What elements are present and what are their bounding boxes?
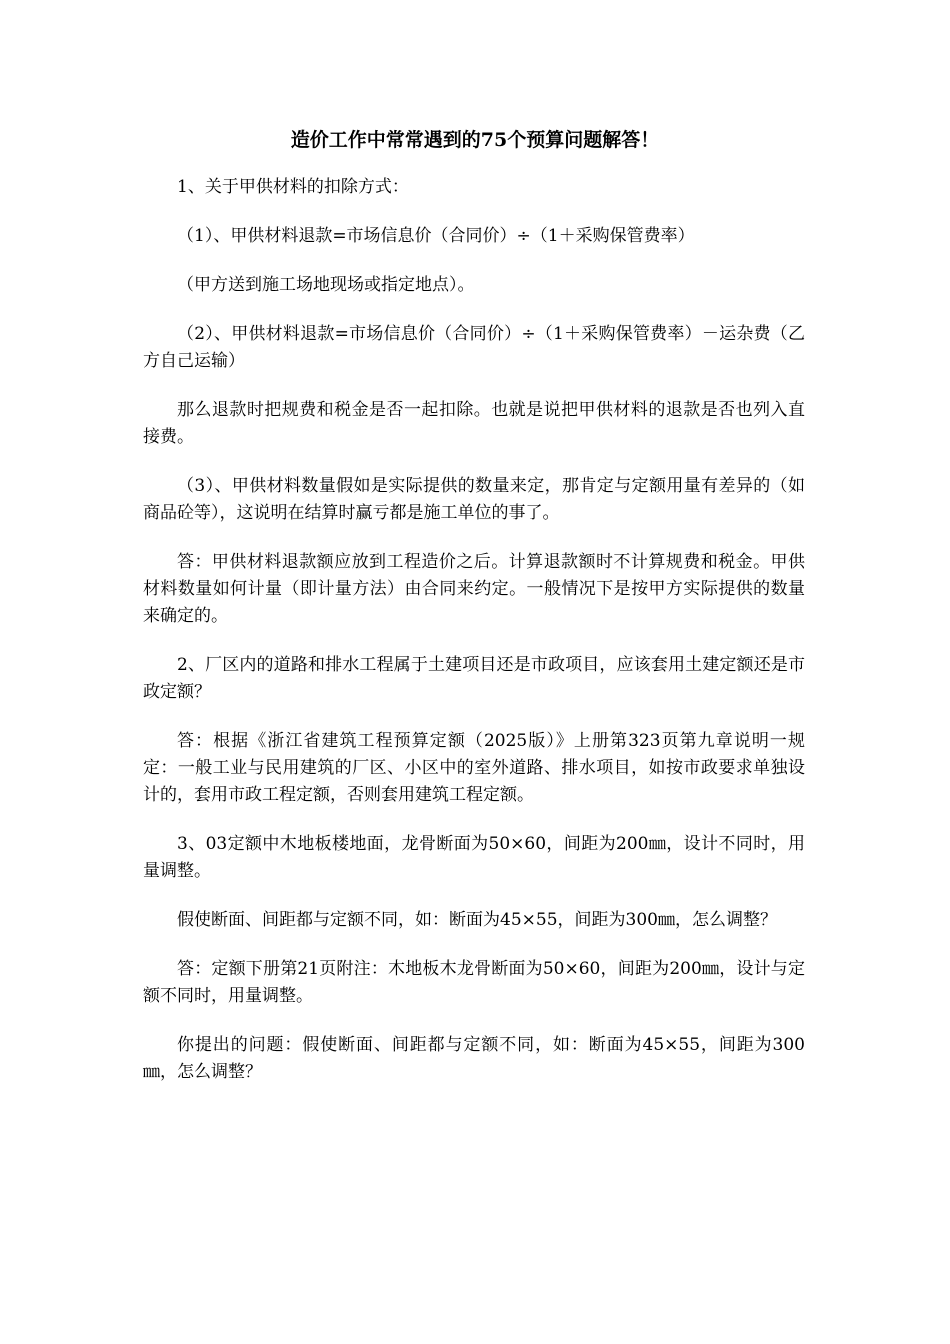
paragraph-q3-question: 3、03定额中木地板楼地面，龙骨断面为50×60，间距为200㎜，设计不同时，用量调整。 bbox=[143, 834, 805, 881]
paragraph-q1-item-3: （3）、甲供材料数量假如是实际提供的数量来定，那肯定与定额用量有差异的（如商品砼等），这说明在结算时赢亏都是施工单位的事了。 bbox=[143, 476, 805, 523]
paragraph-q2-question: 2、厂区内的道路和排水工程属于土建项目还是市政项目，应该套用土建定额还是市政定额？ bbox=[143, 655, 805, 702]
document-title: 造价工作中常常遇到的75个预算问题解答！ bbox=[290, 129, 660, 151]
paragraph-q3-restated: 你提出的问题：假使断面、间距都与定额不同，如：断面为45×55，间距为300㎜，怎么调整？ bbox=[143, 1035, 805, 1082]
paragraph-q1-formula-2: （2）、甲供材料退款=市场信息价（合同价）÷（1＋采购保管费率）－运杂费（乙方自己运输） bbox=[143, 324, 805, 371]
paragraph-q2-answer: 答：根据《浙江省建筑工程预算定额（2025版）》上册第323页第九章说明一规定：一般工业与民用建筑的厂区、小区中的室外道路、排水项目，如按市政要求单独设计的，套用市政工程定额，否则套用建筑工程定额。 bbox=[143, 731, 805, 805]
paragraph-q1-formula-1: （1）、甲供材料退款=市场信息价（合同价）÷（1＋采购保管费率） bbox=[177, 226, 695, 246]
paragraph-q1-question: 那么退款时把规费和税金是否一起扣除。也就是说把甲供材料的退款是否也列入直接费。 bbox=[143, 400, 805, 447]
paragraph-q1-answer: 答：甲供材料退款额应放到工程造价之后。计算退款额时不计算规费和税金。甲供材料数量如何计量（即计量方法）由合同来约定。一般情况下是按甲方实际提供的数量来确定的。 bbox=[143, 552, 805, 626]
paragraph-q3-answer: 答：定额下册第21页附注：木地板木龙骨断面为50×60，间距为200㎜，设计与定额不同时，用量调整。 bbox=[143, 959, 805, 1006]
paragraph-q3-followup: 假使断面、间距都与定额不同，如：断面为45×55，间距为300㎜，怎么调整？ bbox=[177, 910, 777, 930]
paragraph-q1-heading: 1、关于甲供材料的扣除方式： bbox=[177, 177, 409, 197]
document-body bbox=[143, 174, 805, 1108]
paragraph-q1-formula-1-note: （甲方送到施工场地现场或指定地点）。 bbox=[177, 275, 475, 295]
